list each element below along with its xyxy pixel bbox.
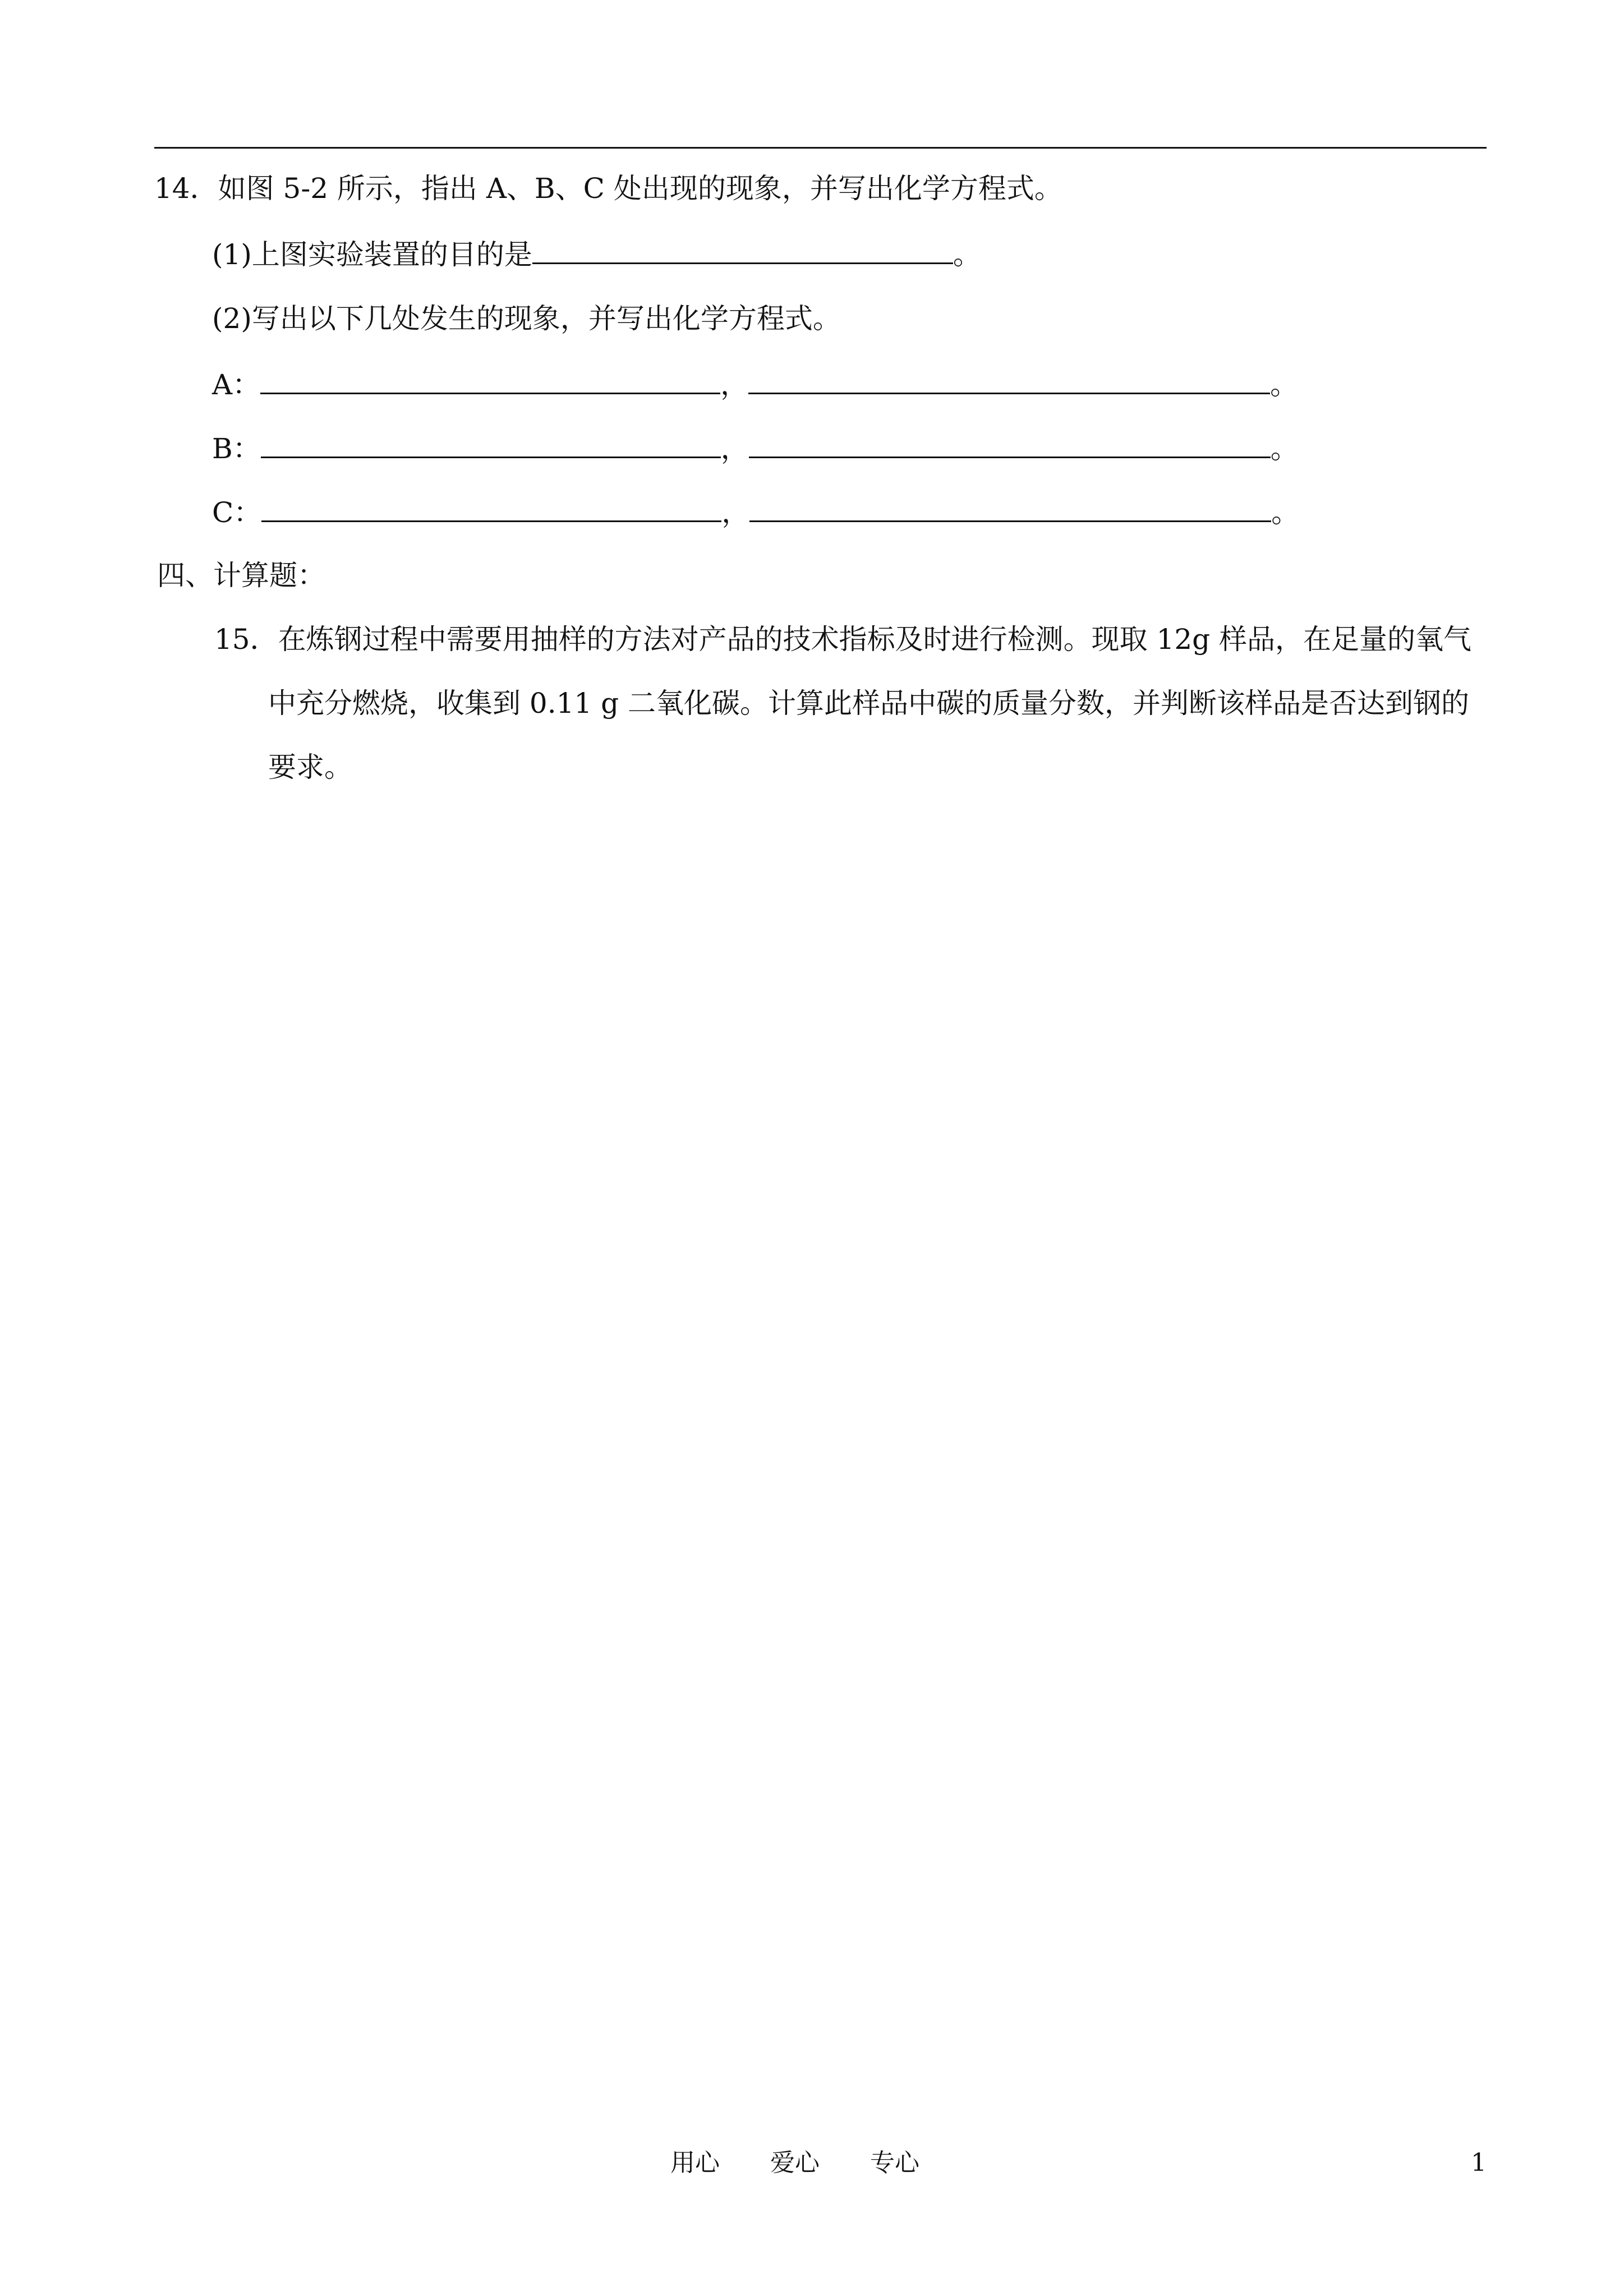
question-15-line-1: 15．在炼钢过程中需要用抽样的方法对产品的技术指标及时进行检测。现取 12g 样品，在足量的氧气: [214, 623, 1472, 656]
row-end: 。: [1271, 496, 1300, 529]
section-4-heading: 四、计算题：: [157, 559, 325, 592]
footer-motto: [670, 2148, 919, 2178]
question-14-part-2: (2)写出以下几处发生的现象，并写出化学方程式。: [212, 302, 841, 335]
row-label: C：: [212, 496, 262, 529]
part-1-end: 。: [953, 238, 981, 271]
row-end: 。: [1270, 368, 1299, 401]
row-label: A：: [212, 368, 261, 401]
answer-blank-c-phenomenon[interactable]: [261, 496, 721, 522]
question-15-line-2: 中充分燃烧，收集到 0.11 g 二氧化碳。计算此样品中碳的质量分数，并判断该样品是否达到钢的: [268, 687, 1470, 720]
answer-blank-purpose[interactable]: [532, 238, 953, 264]
answer-blank-b-equation[interactable]: [749, 432, 1271, 458]
row-separator: ，: [721, 496, 750, 529]
motto-word: 用心: [670, 2149, 720, 2177]
motto-word: 爱心: [770, 2149, 820, 2177]
answer-blank-c-equation[interactable]: [749, 496, 1271, 522]
header-rule: [154, 147, 1487, 149]
row-separator: ，: [720, 368, 749, 401]
row-end: 。: [1270, 432, 1299, 465]
row-label: B：: [212, 432, 261, 465]
question-14-stem: 14．如图 5-2 所示，指出 A、B、C 处出现的现象，并写出化学方程式。: [154, 172, 1062, 205]
motto-word: 专心: [870, 2149, 919, 2177]
page-number: 1: [1471, 2149, 1487, 2177]
answer-row-b: [212, 432, 1299, 465]
row-separator: ，: [720, 432, 749, 465]
question-14-part-1: [212, 238, 981, 271]
part-1-prompt: (1)上图实验装置的目的是: [212, 238, 532, 271]
question-15-line-3: 要求。: [268, 751, 352, 783]
answer-row-a: [212, 368, 1298, 402]
answer-blank-b-phenomenon[interactable]: [261, 432, 721, 458]
answer-blank-a-phenomenon[interactable]: [260, 368, 720, 394]
answer-row-c: [212, 496, 1299, 529]
answer-blank-a-equation[interactable]: [748, 368, 1270, 394]
